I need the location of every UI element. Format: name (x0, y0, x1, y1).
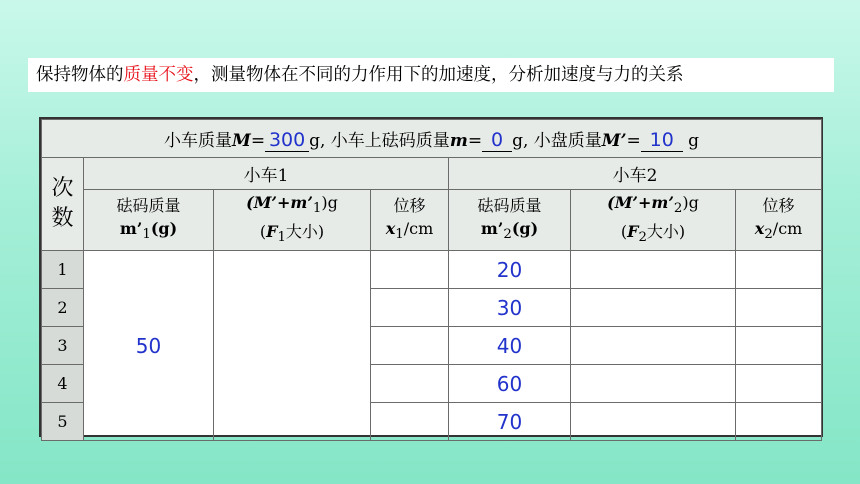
F2-open: ( (620, 222, 628, 241)
m1-unit: (g) (150, 218, 178, 238)
weight-mass-value: 0 (482, 129, 512, 152)
row-number: 1 (42, 251, 84, 289)
car1-displacement-cell[interactable] (371, 403, 449, 441)
car2-mass-header (449, 190, 571, 251)
F2-rest: 大小) (646, 222, 686, 241)
F1-symbol: F (266, 222, 278, 241)
force2-subscript: 2 (673, 201, 683, 216)
F2-symbol: F (627, 222, 639, 241)
m2-symbol: m’ (480, 218, 504, 238)
mass-label: 砝码质量 (477, 195, 542, 215)
force1-subscript: 1 (312, 201, 322, 216)
intro-text-2: ，测量物体在不同的力作用下的加速度，分析加速度与力的关系 (193, 65, 684, 85)
m-symbol: m (449, 130, 468, 151)
car2-header: 小车2 (449, 158, 822, 190)
row-number: 5 (42, 403, 84, 441)
car2-force-cell[interactable] (571, 251, 736, 289)
car2-force-cell[interactable] (571, 289, 736, 327)
car1-displacement-cell[interactable] (371, 289, 449, 327)
disp-label: 位移 (393, 195, 426, 215)
car1-force-header (214, 190, 371, 251)
m1-symbol: m’ (119, 218, 143, 238)
cishu-char-2: 数 (51, 206, 74, 231)
table-title-cell (42, 120, 822, 158)
car1-force-cell[interactable] (214, 251, 371, 441)
row-number: 4 (42, 365, 84, 403)
title-seg: g (682, 130, 700, 151)
m2-subscript: 2 (503, 227, 512, 243)
car2-mass-value: 20 (449, 251, 571, 289)
car1-displacement-header (371, 190, 449, 251)
m2-unit: (g) (511, 218, 539, 238)
car1-mass-value: 50 (84, 251, 214, 441)
F1-rest: 大小) (285, 222, 325, 241)
car2-displacement-cell[interactable] (736, 327, 822, 365)
mass-label: 砝码质量 (116, 195, 181, 215)
intro-statement (28, 58, 834, 92)
x2-subscript: 2 (764, 227, 773, 243)
car2-displacement-header (736, 190, 822, 251)
title-seg: = (626, 130, 641, 151)
title-seg: g, 小盘质量 (512, 130, 602, 151)
force1-expr-end: )g (321, 192, 338, 212)
title-seg: g, 小车上砝码质量 (309, 130, 450, 151)
row-number: 3 (42, 327, 84, 365)
experiment-table-frame (39, 117, 823, 437)
intro-highlight: 质量不变 (123, 65, 194, 85)
trial-number-header (42, 158, 84, 251)
car2-mass-value: 60 (449, 365, 571, 403)
M-symbol: M (232, 130, 251, 151)
intro-text-1: 保持物体的 (36, 65, 124, 85)
title-seg: 小车质量 (164, 130, 233, 151)
x2-unit: /cm (772, 218, 803, 238)
car1-displacement-cell[interactable] (371, 327, 449, 365)
cishu-char-1: 次 (51, 176, 74, 201)
F1-subscript: 1 (277, 230, 286, 246)
car2-mass-value: 40 (449, 327, 571, 365)
car2-displacement-cell[interactable] (736, 289, 822, 327)
F1-open: ( (259, 222, 267, 241)
title-seg: = (467, 130, 483, 151)
car2-force-cell[interactable] (571, 365, 736, 403)
force2-expr: (M’+m’ (607, 192, 674, 212)
car2-force-cell[interactable] (571, 403, 736, 441)
force2-expr-end: )g (682, 192, 699, 212)
Mp-symbol: M’ (601, 130, 627, 151)
row-number: 2 (42, 289, 84, 327)
disp-label: 位移 (762, 195, 795, 215)
car2-force-header (571, 190, 736, 251)
experiment-table (41, 119, 822, 441)
x1-unit: /cm (403, 218, 434, 238)
table-row (42, 251, 822, 289)
car1-displacement-cell[interactable] (371, 251, 449, 289)
car2-displacement-cell[interactable] (736, 403, 822, 441)
F2-subscript: 2 (638, 230, 647, 246)
x1-subscript: 1 (395, 227, 404, 243)
car-mass-value: 300 (265, 129, 309, 152)
car2-displacement-cell[interactable] (736, 251, 822, 289)
car2-mass-value: 30 (449, 289, 571, 327)
car1-mass-header (84, 190, 214, 251)
x1-symbol: x (385, 218, 396, 238)
car2-force-cell[interactable] (571, 327, 736, 365)
title-seg: = (250, 130, 266, 151)
car1-header: 小车1 (84, 158, 449, 190)
force1-expr: (M’+m’ (246, 192, 313, 212)
pan-mass-value: 10 (641, 129, 683, 152)
car2-mass-value: 70 (449, 403, 571, 441)
x2-symbol: x (754, 218, 765, 238)
car1-displacement-cell[interactable] (371, 365, 449, 403)
car2-displacement-cell[interactable] (736, 365, 822, 403)
m1-subscript: 1 (142, 227, 151, 243)
